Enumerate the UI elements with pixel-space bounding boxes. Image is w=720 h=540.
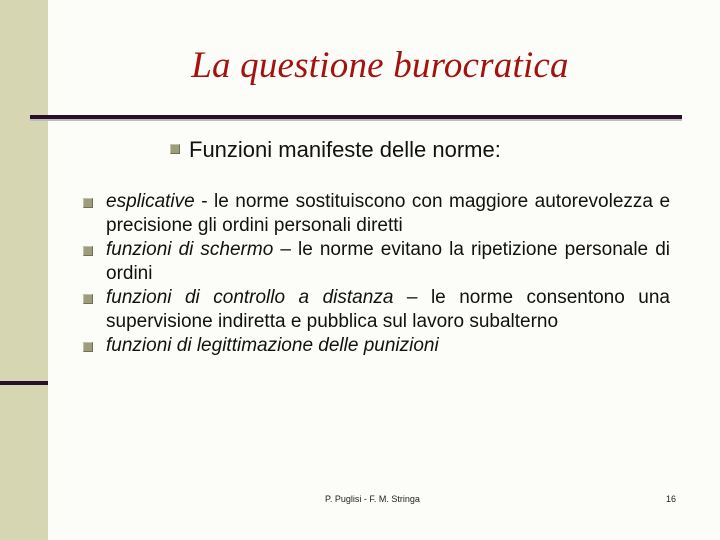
page-number: 16 bbox=[666, 494, 677, 504]
bullet-separator: – bbox=[273, 239, 298, 260]
list-item bbox=[83, 238, 670, 286]
bullet-term: funzioni di legittimazione delle punizioni bbox=[106, 335, 439, 356]
square-bullet-icon bbox=[83, 294, 93, 304]
bullet-separator: - bbox=[194, 191, 214, 212]
square-bullet-icon bbox=[83, 342, 93, 352]
title-rule-shadow bbox=[30, 119, 682, 121]
list-item bbox=[83, 190, 670, 238]
list-item bbox=[83, 286, 670, 334]
list-item bbox=[83, 334, 670, 358]
bullet-text: le norme sostituiscono con maggiore autorevolezza e precisione gli ordini personali diretti bbox=[106, 191, 671, 236]
subheading bbox=[170, 137, 501, 163]
square-bullet-icon bbox=[83, 246, 93, 256]
footer-author: P. Puglisi - F. M. Stringa bbox=[325, 494, 420, 504]
bullet-term: funzioni di controllo a distanza bbox=[106, 287, 394, 308]
bullet-term: funzioni di schermo bbox=[106, 239, 274, 260]
subheading-text: Funzioni manifeste delle norme: bbox=[189, 137, 501, 162]
bullet-separator: – bbox=[393, 287, 431, 308]
band-accent-stripe bbox=[0, 381, 48, 385]
bullet-text: le norme evitano la ripetizione personale di ordini bbox=[106, 239, 670, 284]
left-decorative-band bbox=[0, 0, 48, 540]
bullet-list bbox=[83, 190, 670, 358]
slide-title: La questione burocratica bbox=[191, 45, 569, 86]
bullet-term: esplicative bbox=[106, 191, 195, 212]
square-bullet-icon bbox=[170, 144, 180, 154]
square-bullet-icon bbox=[83, 198, 93, 208]
bullet-text: le norme consentono una supervisione indiretta e pubblica sul lavoro subalterno bbox=[106, 287, 670, 332]
